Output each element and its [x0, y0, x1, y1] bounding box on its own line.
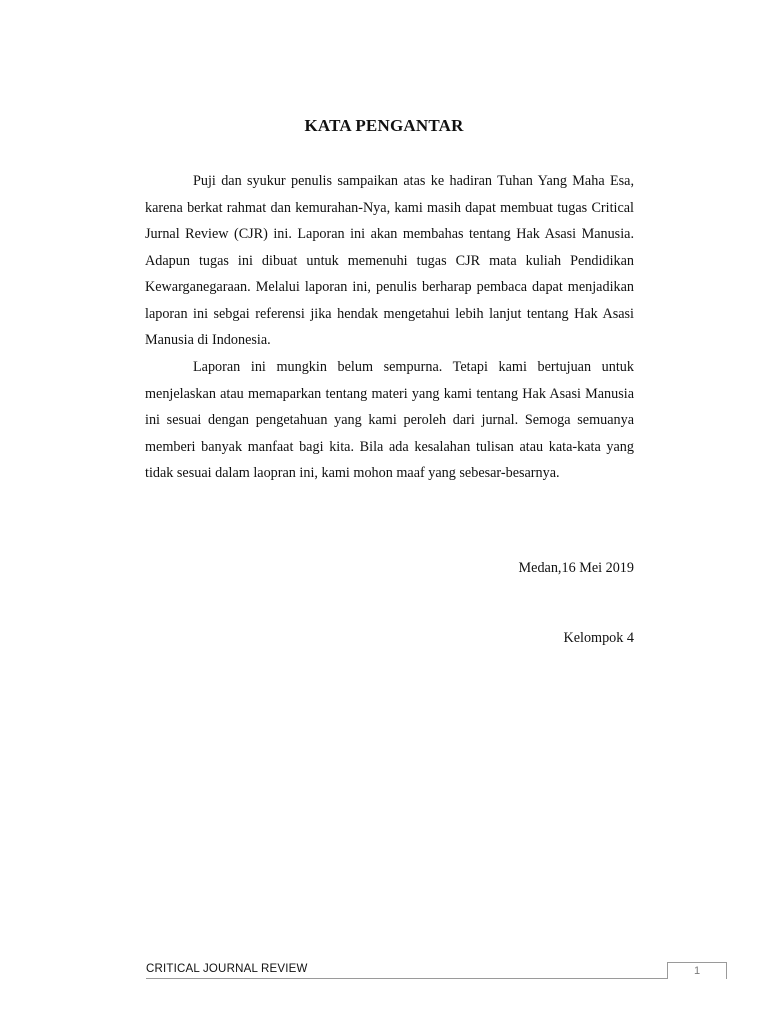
- footer-label: CRITICAL JOURNAL REVIEW: [146, 963, 308, 975]
- place-date: Medan,16 Mei 2019: [518, 560, 634, 576]
- paragraph-intro: Puji dan syukur penulis sampaikan atas ke hadiran Tuhan Yang Maha Esa, karena berkat rahmat dan kemurahan-Nya, kami masih dapat membuat tugas Critical Jurnal Review (CJR) ini. Laporan ini akan membahas tentang Hak Asasi Manusia. Adapun tugas ini dibuat untuk memenuhi tugas CJR mata kuliah Pendidikan Kewarganegaraan. Melalui laporan ini, penulis berharap pembaca dapat menjadikan laporan ini sebgai referensi jika hendak mengetahui lebih lanjut tentang Hak Asasi Manusia di Indonesia.: [145, 173, 634, 348]
- page-number: 1: [667, 962, 727, 979]
- page-title: KATA PENGANTAR: [304, 116, 464, 135]
- signature-group: Kelompok 4: [563, 630, 634, 646]
- paragraph-apology: Laporan ini mungkin belum sempurna. Tetapi kami bertujuan untuk menjelaskan atau memaparkan tentang materi yang kami tentang Hak Asasi Manusia ini sesuai dengan pengetahuan yang kami peroleh dari jurnal. Semoga semuanya memberi banyak manfaat bagi kita. Bila ada kesalahan tulisan atau kata-kata yang tidak sesuai dalam laopran ini, kami mohon maaf yang sebesar-besarnya.: [145, 359, 634, 481]
- footer-divider: [146, 978, 667, 979]
